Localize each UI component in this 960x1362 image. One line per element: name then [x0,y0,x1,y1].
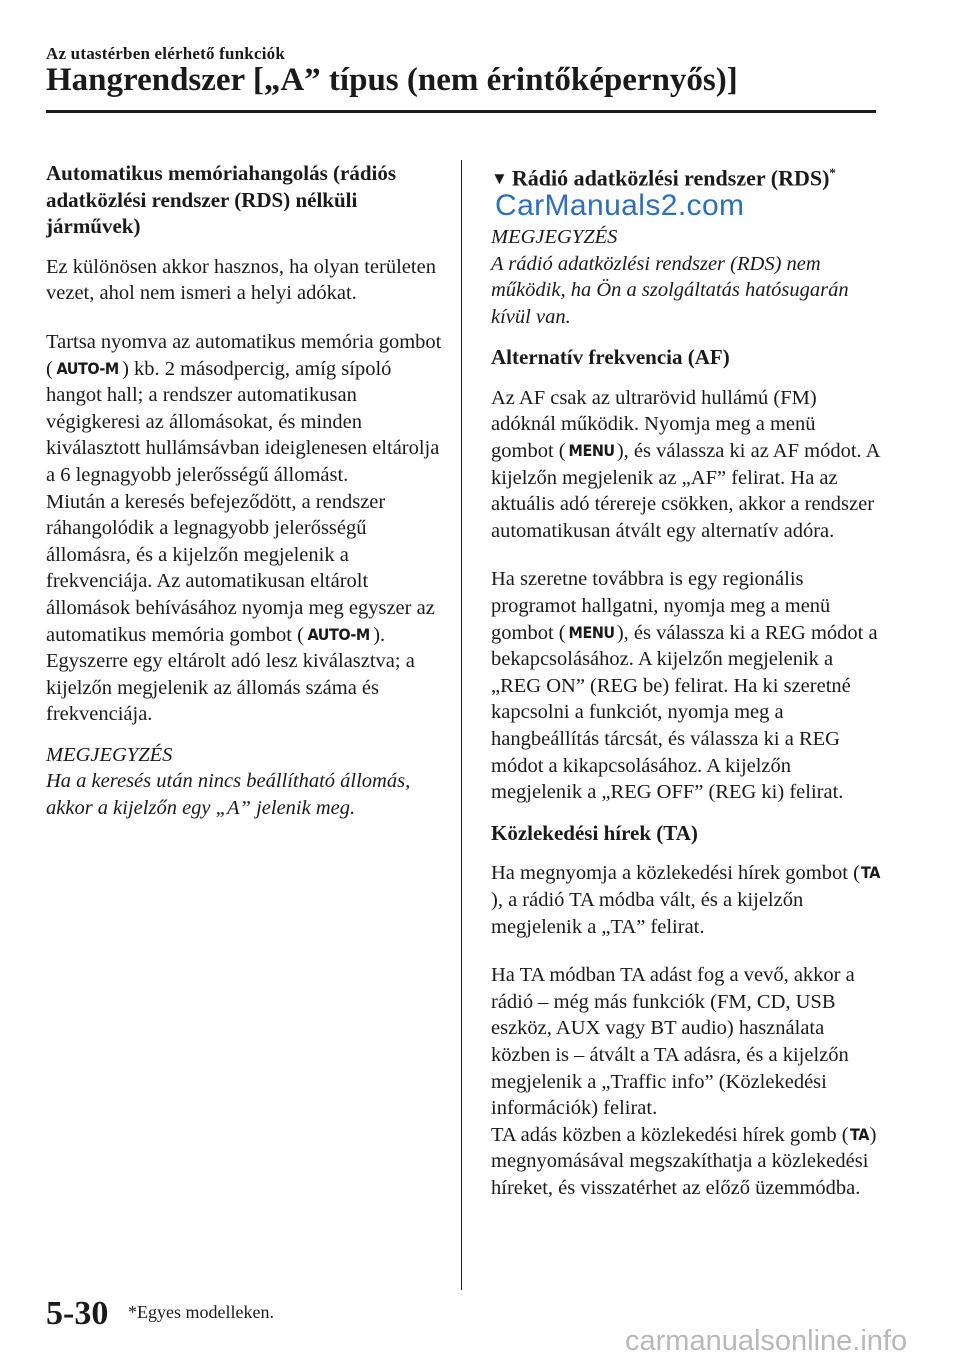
rds-heading: ▼ Rádió adatközlési rendszer (RDS)* [491,165,836,191]
watermark-carmanualsonline: carmanualsonline.info [625,1325,908,1357]
auto-memory-heading: Automatikus memóriahangolás (rádiós adatközlési rendszer (RDS) nélküli járművek) [46,161,397,239]
menu-button-icon: MENU [568,441,615,461]
ta-button-icon: TA [860,863,880,883]
auto-m-button-icon: AUTO-M [56,358,119,378]
ta-heading: Közlekedési hírek (TA) [491,820,698,845]
footnote: *Egyes modelleken. [128,1302,274,1322]
af-heading: Alternatív frekvencia (AF) [491,345,730,370]
page-title: Hangrendszer [„A” típus (nem érintőképernyős)] [46,62,738,98]
section-label: Az utastérben elérhető funkciók [46,44,285,63]
menu-button-icon: MENU [568,622,615,642]
auto-memory-intro: Ez különösen akkor hasznos, ha olyan területen vezet, ahol nem ismeri a helyi adókat. [46,255,436,305]
rds-note-text: A rádió adatközlési rendszer (RDS) nem működik, ha Ön a szolgáltatás hatósugarán kívül van. [491,252,849,328]
auto-memory-recall-paragraph: Miután a keresés befejeződött, a rendszer ráhangolódik a legnagyobb jelerősségű állomásra, és a kijelzőn megjelenik a frekvenciája. Az automatikusan eltárolt állomások behívásához nyomja meg egyszer az automatikus memória gombot ( AUTO-M ). Egyszerre egy eltárolt adó lesz kiválasztva; a kijelzőn megjelenik az állomás száma és frekvenciája. [46,490,435,726]
triangle-bullet-icon: ▼ [491,169,508,189]
rds-note-label: MEGJEGYZÉS [491,225,618,248]
ta-paragraph-2: Ha TA módban TA adást fog a vevő, akkor a rádió – még más funkciók (FM, CD, USB eszköz, AUX vagy BT audio) használata közben is – átvált a TA adásra, és a kijelzőn megjelenik a „Traffic info” (Közlekedési információk) felirat. [491,964,855,1120]
right-column [491,160,883,1202]
af-paragraph-1: Az AF csak az ultrarövid hullámú (FM) adóknál működik. Nyomja meg a menü gombot ( MENU ), és válassza ki az AF módot. A kijelzőn megjelenik az „AF” felirat. Ha az aktuális adó térereje csökken, akkor a rendszer automatikusan átvált egy alternatív adóra. [491,386,880,542]
note-label: MEGJEGYZÉS [46,743,173,766]
note-text: Ha a keresés után nincs beállítható állomás, akkor a kijelzőn egy „A” jelenik meg. [46,770,411,820]
page-number: 5-30 [46,1295,109,1332]
ta-paragraph-3: TA adás közben a közlekedési hírek gomb (TA) megnyomásával megszakíthatja a közlekedési híreket, és visszatérhet az előző üzemmódba. [491,1123,877,1199]
auto-memory-paragraph: Tartsa nyomva az automatikus memória gombot ( AUTO-M ) kb. 2 másodpercig, amíg sípoló hangot hall; a rendszer automatikusan végigkeresi az állomásokat, és minden kiválasztott hullámsávban ideiglenesen eltárolja a 6 legnagyobb jelerősségű állomást. [46,330,442,486]
column-divider [461,160,462,1290]
ta-paragraph-1: Ha megnyomja a közlekedési hírek gombot (TA), a rádió TA módba vált, és a kijelzőn megjelenik a „TA” felirat. [491,862,880,938]
ta-button-icon: TA [849,1124,869,1144]
left-column [46,160,446,822]
optional-equipment-mark: * [829,165,836,180]
watermark-carmanuals2: CarManuals2.com [495,189,745,222]
af-paragraph-2: Ha szeretne továbbra is egy regionális programot hallgatni, nyomja meg a menü gombot ( MENU ), és válassza ki a REG módot a bekapcsolásához. A kijelzőn megjelenik a „REG ON” (REG be) felirat. Ha ki szeretné kapcsolni a funkciót, nyomja meg a hangbeállítás tárcsát, és válassza ki a REG módot a kikapcsolásához. A kijelzőn megjelenik a „REG OFF” (REG ki) felirat. [491,568,878,804]
auto-m-button-icon: AUTO-M [307,624,370,644]
title-rule [46,110,876,113]
